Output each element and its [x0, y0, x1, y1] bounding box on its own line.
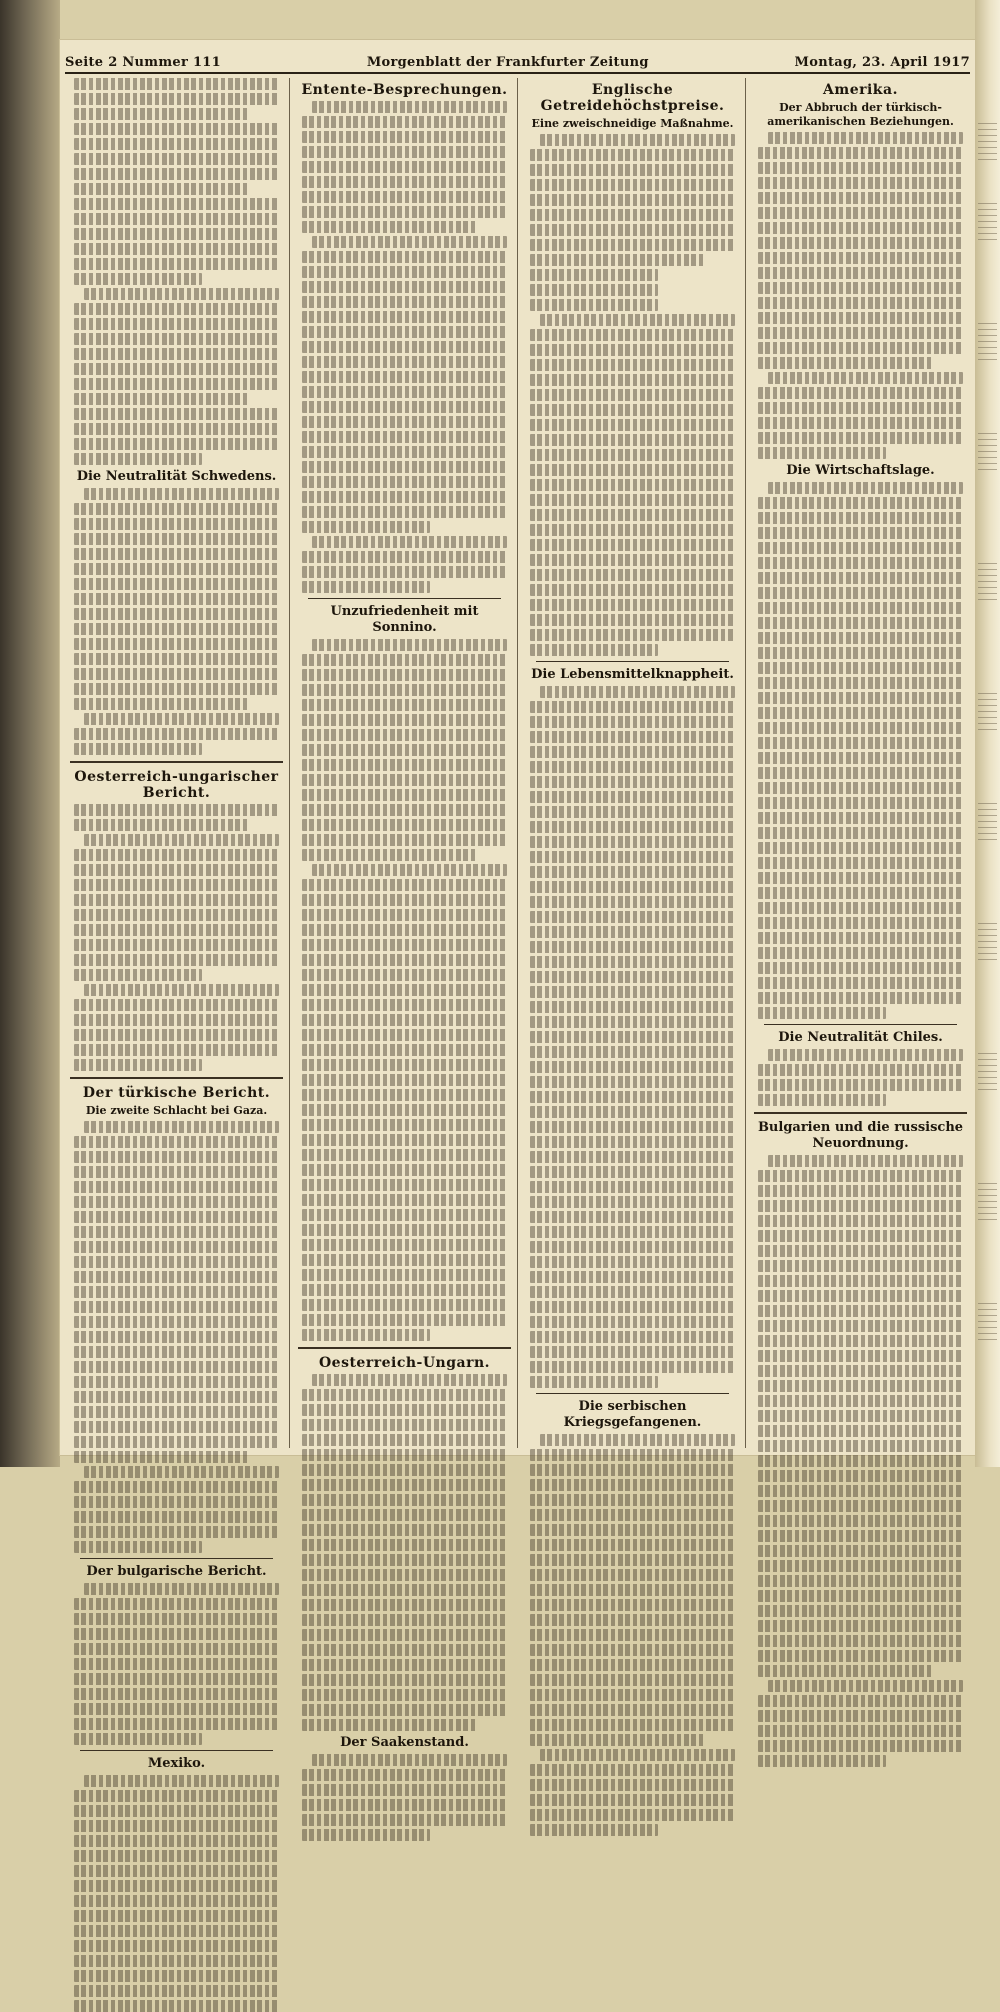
article-body — [754, 132, 967, 459]
column-divider — [745, 78, 746, 1448]
adjacent-page-edge — [975, 0, 1000, 1467]
section-divider — [70, 1077, 283, 1079]
column-2 — [298, 78, 511, 1750]
headline-oesterreich-ungarischer-bericht: Oesterreich-ungarischer Bericht. — [74, 769, 279, 801]
article-body — [754, 1155, 967, 1767]
section-divider — [764, 1024, 957, 1025]
header-date: Montag, 23. April 1917 — [794, 55, 970, 70]
article-body — [298, 101, 511, 593]
headline-mexiko: Mexiko. — [147, 1756, 206, 1771]
headline-entente-besprechungen: Entente-Besprechungen. — [301, 82, 508, 98]
article-body — [526, 686, 739, 1388]
headline-wirtschaftslage: Die Wirtschaftslage. — [786, 463, 935, 478]
column-3 — [526, 78, 739, 1448]
article-body — [70, 488, 283, 755]
section-divider — [536, 1393, 729, 1394]
section-divider — [536, 661, 729, 662]
article-body — [754, 482, 967, 1019]
article-body — [70, 804, 283, 1071]
section-divider — [70, 761, 283, 763]
column-1 — [70, 78, 283, 1771]
headline-bulgarischer-bericht: Der bulgarische Bericht. — [86, 1564, 267, 1579]
subhead-abbruch-beziehungen: Der Abbruch der türkisch-amerikanischen Beziehungen. — [767, 101, 954, 128]
headline-unzufriedenheit-sonnino: Unzufriedenheit mit Sonnino. — [330, 604, 479, 635]
article-body — [298, 1754, 511, 1841]
article-body — [70, 1121, 283, 1553]
header-masthead: Morgenblatt der Frankfurter Zeitung — [366, 55, 649, 70]
column-divider — [517, 78, 518, 1448]
article-body — [526, 134, 739, 656]
section-divider — [80, 1750, 273, 1751]
column-divider — [289, 78, 290, 1448]
headline-getreidehoechstpreise: Englische Getreidehöchstpreise. — [540, 82, 725, 114]
headline-amerika: Amerika. — [823, 82, 898, 98]
headline-neutralitaet-chiles: Die Neutralität Chiles. — [778, 1030, 943, 1045]
subhead-zweischneidige-massnahme: Eine zweischneidige Maßnahme. — [531, 117, 734, 130]
article-body — [70, 1775, 283, 2012]
article-body — [70, 78, 283, 465]
article-body — [298, 639, 511, 1341]
book-spine — [0, 0, 60, 1467]
article-body — [70, 1583, 283, 1745]
headline-oesterreich-ungarn: Oesterreich-Ungarn. — [318, 1355, 491, 1371]
headline-neutralitaet-schwedens: Die Neutralität Schwedens. — [76, 469, 277, 484]
column-4 — [754, 78, 967, 1448]
article-body — [754, 1049, 967, 1106]
headline-saakenstand: Der Saakenstand. — [340, 1735, 469, 1750]
section-divider — [754, 1112, 967, 1114]
headline-lebensmittelknappheit: Die Lebensmittelknappheit. — [531, 667, 734, 682]
header-page-number: Seite 2 Nummer 111 — [65, 55, 221, 70]
section-divider — [308, 598, 501, 599]
section-divider — [298, 1347, 511, 1349]
subhead-schlacht-gaza: Die zweite Schlacht bei Gaza. — [85, 1104, 268, 1117]
section-divider — [80, 1558, 273, 1559]
headline-bulgarien-russische-neuordnung: Bulgarien und die russische Neuordnung. — [757, 1120, 964, 1151]
page-header — [65, 50, 970, 74]
headline-serbische-kriegsgefangene: Die serbischen Kriegsgefangenen. — [563, 1399, 702, 1430]
article-body — [526, 1434, 739, 1836]
headline-tuerkischer-bericht: Der türkische Bericht. — [82, 1085, 271, 1101]
article-body — [298, 1374, 511, 1731]
